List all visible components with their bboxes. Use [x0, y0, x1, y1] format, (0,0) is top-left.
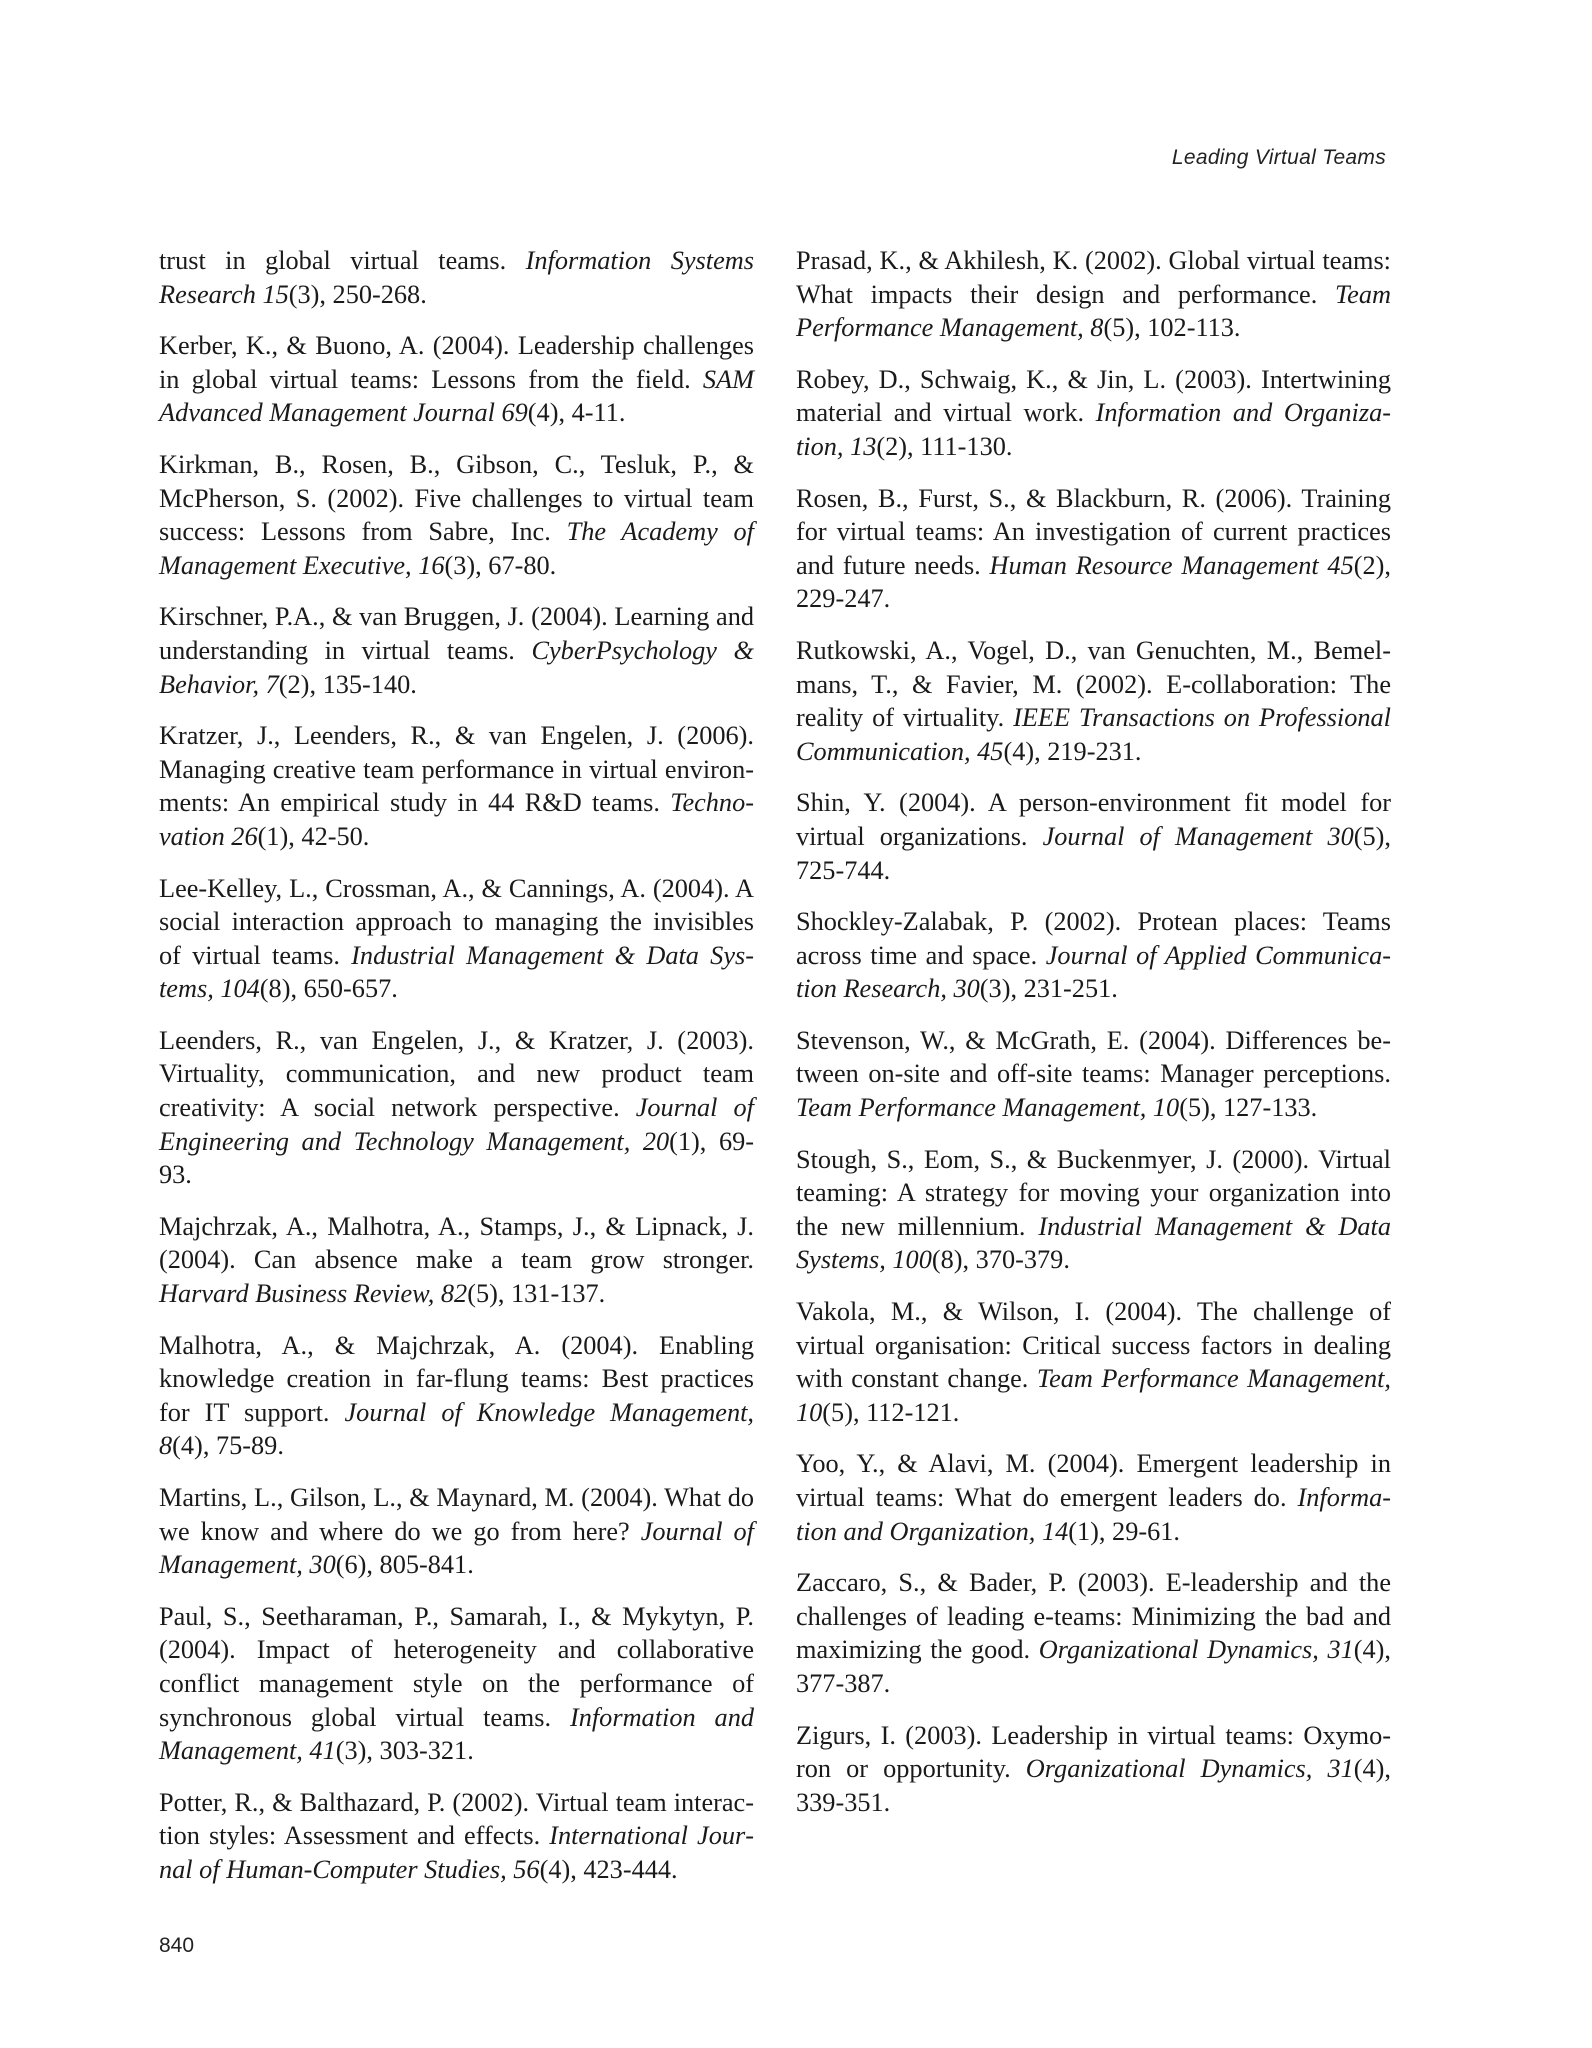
reference-entry [159, 448, 754, 582]
reference-source-title: International Journal of Human-Computer Studies, 56 [159, 1821, 754, 1884]
reference-entry [796, 1143, 1391, 1277]
reference-text: Paul, S., Seetharaman, P., Samarah, I., & Mykytyn, P. (2004). Impact of heterogeneity and collaborative conflict management style on the performance of synchronous global virtual teams. [159, 1601, 754, 1732]
reference-text: Vakola, M., & Wilson, I. (2004). The challenge of virtual organisation: Critical success factors in dealing with constant change. [796, 1297, 1391, 1394]
reference-text: Rosen, B., Furst, S., & Blackburn, R. (2006). Training for virtual teams: An investigation of current practices and future needs. [796, 483, 1391, 580]
reference-text: (5), 131-137. [467, 1279, 606, 1309]
reference-text: (3), 231-251. [979, 974, 1118, 1004]
reference-text: (4), 423-444. [539, 1854, 678, 1884]
reference-text: (4), 339-351. [796, 1754, 1391, 1817]
reference-text: (5), 725-744. [796, 821, 1391, 885]
reference-entry [159, 1210, 754, 1311]
reference-entry [159, 600, 754, 701]
reference-text: (1), 42-50. [257, 821, 370, 851]
reference-entry [796, 1295, 1391, 1429]
reference-entry [796, 1719, 1391, 1820]
reference-text: Kratzer, J., Leenders, R., & van Engelen, J. (2006). Managing creative team performance in virtual environments: An empirical study in 44 R&D teams. [159, 721, 754, 818]
reference-source-title: Industrial Management & Data Systems, 100 [796, 1211, 1391, 1275]
reference-source-title: Journal of Management 30 [1042, 821, 1354, 851]
reference-source-title: Journal of Engineering and Technology Management, 20 [159, 1093, 754, 1156]
reference-text: Leenders, R., van Engelen, J., & Kratzer, J. (2003). Virtuality, communication, and new product team creativity: A social network perspective. [159, 1025, 754, 1123]
reference-text: (8), 370-379. [931, 1245, 1070, 1275]
reference-text: (2), 135-140. [278, 669, 417, 699]
reference-text: (2), 111-130. [876, 431, 1013, 461]
reference-entry [796, 482, 1391, 616]
reference-source-title: Harvard Business Review, 82 [159, 1279, 468, 1309]
reference-text: Kerber, K., & Buono, A. (2004). Leadership challenges in global virtual teams: Lessons from the field. [159, 331, 754, 394]
reference-text: (1), 29-61. [1068, 1516, 1180, 1546]
references-right-column [796, 244, 1391, 1819]
reference-text: Martins, L., Gilson, L., & Maynard, M. (2004). What do we know and where do we go from here? [159, 1483, 754, 1546]
reference-source-title: The Academy of Management Executive, 16 [159, 517, 754, 580]
reference-text: (4), 219-231. [1003, 736, 1142, 766]
reference-text: Majchrzak, A., Malhotra, A., Stamps, J., & Lipnack, J. (2004). Can absence make a team grow stronger. [159, 1211, 754, 1275]
reference-text: (8), 650-657. [259, 974, 398, 1004]
reference-text: (4), 4-11. [527, 398, 626, 428]
reference-text: (5), 102-113. [1103, 313, 1241, 343]
reference-source-title: IEEE Transactions on Professional Communication, 45 [796, 703, 1391, 766]
reference-text: Potter, R., & Balthazard, P. (2002). Virtual team interaction styles: Assessment and effects. [159, 1787, 754, 1851]
reference-source-title: Journal of Management, 30 [159, 1516, 754, 1580]
reference-text: Stevenson, W., & McGrath, E. (2004). Differences between on-site and off-site teams: Manager perceptions. [796, 1025, 1391, 1089]
reference-text: Lee-Kelley, L., Crossman, A., & Cannings, A. (2004). A social interaction approach to managing the invisibles of virtual teams. [159, 873, 754, 970]
reference-text: trust in global virtual teams. [159, 246, 526, 275]
reference-source-title: Team Performance Management, 10 [796, 1364, 1391, 1427]
reference-source-title: Team Performance Management, 10 [796, 1093, 1180, 1123]
reference-entry [796, 244, 1391, 345]
reference-entry [796, 363, 1391, 464]
reference-entry [159, 1329, 754, 1463]
reference-entry [159, 244, 754, 311]
reference-source-title: Industrial Management & Data Systems, 104 [159, 940, 754, 1004]
reference-text: (1), 69-93. [159, 1126, 754, 1190]
reference-text: Zaccaro, S., & Bader, P. (2003). E-leadership and the challenges of leading e-teams: Minimizing the bad and maximizing the good. [796, 1568, 1391, 1665]
reference-text: Kirschner, P.A., & van Bruggen, J. (2004). Learning and understanding in virtual teams. [159, 602, 754, 665]
page-number: 840 [159, 1934, 195, 1957]
reference-text: (4), 377-387. [796, 1635, 1391, 1698]
reference-text: Zigurs, I. (2003). Leadership in virtual teams: Oxymoron or opportunity. [796, 1720, 1391, 1784]
reference-source-title: Organizational Dynamics, 31 [1038, 1635, 1354, 1665]
reference-entry [796, 1024, 1391, 1125]
reference-text: (5), 127-133. [1179, 1093, 1318, 1123]
reference-text: Rutkowski, A., Vogel, D., van Genuchten, M., Bemelmans, T., & Favier, M. (2002). E-collaboration: The reality of virtuality. [796, 635, 1391, 733]
reference-text: (5), 112-121. [822, 1397, 960, 1427]
reference-source-title: Technovation 26 [159, 788, 754, 851]
reference-entry [159, 1024, 754, 1192]
reference-text: Shin, Y. (2004). A person-environment fit model for virtual organizations. [796, 788, 1391, 851]
reference-text: (4), 75-89. [172, 1431, 284, 1461]
reference-entry [159, 1786, 754, 1887]
reference-text: Malhotra, A., & Majchrzak, A. (2004). Enabling knowledge creation in far-flung teams: Best practices for IT support. [159, 1330, 754, 1427]
reference-source-title: CyberPsychology & Behavior, 7 [159, 635, 754, 699]
reference-text: Stough, S., Eom, S., & Buckenmyer, J. (2000). Virtual teaming: A strategy for moving your organization into the new millennium. [796, 1144, 1391, 1241]
references-left-column [159, 244, 754, 1887]
reference-source-title: Information Systems Research 15 [159, 246, 754, 309]
reference-text: (2), 229-247. [796, 550, 1391, 614]
reference-source-title: Journal of Knowledge Management, 8 [159, 1397, 754, 1461]
reference-text: Kirkman, B., Rosen, B., Gibson, C., Tesluk, P., & McPherson, S. (2002). Five challenges to virtual team success: Lessons from Sabre, Inc. [159, 449, 754, 547]
reference-text: Robey, D., Schwaig, K., & Jin, L. (2003). Intertwining material and virtual work. [796, 364, 1391, 428]
running-header: Leading Virtual Teams [1171, 146, 1386, 169]
reference-source-title: Organizational Dynamics, 31 [1025, 1754, 1354, 1784]
reference-source-title: Information and Organization, 14 [796, 1483, 1391, 1546]
reference-source-title: Information and Organization, 13 [796, 398, 1391, 461]
reference-entry [159, 1481, 754, 1582]
reference-text: Shockley-Zalabak, P. (2002). Protean places: Teams across time and space. [796, 907, 1391, 970]
reference-entry [796, 634, 1391, 768]
reference-text: (3), 303-321. [335, 1736, 474, 1766]
reference-entry [796, 786, 1391, 887]
reference-source-title: Human Resource Management 45 [989, 550, 1354, 580]
reference-text: (3), 250-268. [288, 279, 427, 309]
reference-entry [159, 1600, 754, 1768]
reference-source-title: Journal of Applied Communication Research, 30 [796, 940, 1391, 1004]
reference-entry [796, 1447, 1391, 1548]
reference-entry [796, 1566, 1391, 1700]
reference-text: (6), 805-841. [335, 1550, 474, 1580]
reference-source-title: Team Performance Management, 8 [796, 279, 1391, 343]
reference-entry [159, 329, 754, 430]
reference-text: Yoo, Y., & Alavi, M. (2004). Emergent leadership in virtual teams: What do emergent leaders do. [796, 1449, 1391, 1512]
reference-entry [159, 872, 754, 1006]
reference-entry [159, 719, 754, 853]
reference-entry [796, 905, 1391, 1006]
reference-source-title: Information and Management, 41 [159, 1702, 754, 1766]
reference-text: (3), 67-80. [444, 550, 557, 580]
reference-text: Prasad, K., & Akhilesh, K. (2002). Global virtual teams: What impacts their design and performance. [796, 246, 1391, 309]
reference-source-title: SAM Advanced Management Journal 69 [159, 364, 754, 428]
